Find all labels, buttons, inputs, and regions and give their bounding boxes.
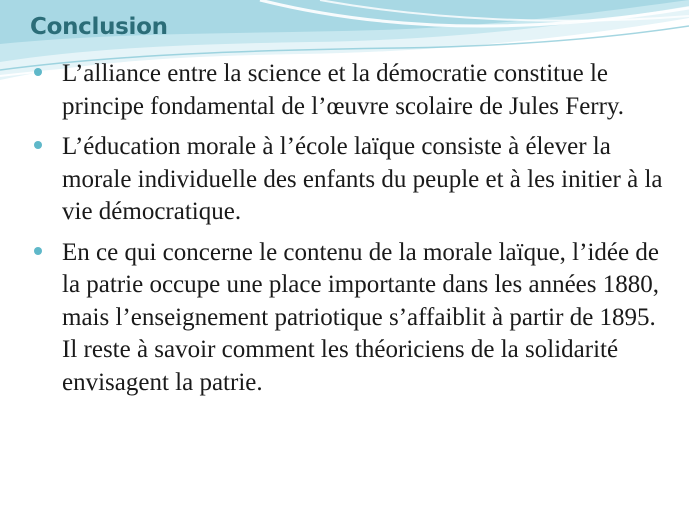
round-bullet-icon: [34, 247, 42, 255]
bullet-text: L’éducation morale à l’école laïque consiste à élever la morale individuelle des enfants du peuple et à les initier à la vie démocratique.: [62, 133, 663, 225]
round-bullet-icon: [34, 68, 42, 76]
bullet-item: [34, 131, 664, 229]
bullet-list: [34, 58, 664, 407]
bullet-item: [34, 58, 664, 123]
bullet-text: En ce qui concerne le contenu de la morale laïque, l’idée de la patrie occupe une place importante dans les années 1880, mais l’enseignement patriotique s’affaiblit à partir de 1895. Il reste à savoir comment les théoriciens de la solidarité envisagent la patrie.: [62, 238, 659, 396]
bullet-item: [34, 237, 664, 400]
bullet-text: L’alliance entre la science et la démocratie constitue le principe fondamental de l’œuvre scolaire de Jules Ferry.: [62, 60, 625, 120]
slide-title: Conclusion: [30, 14, 168, 40]
round-bullet-icon: [34, 141, 42, 149]
